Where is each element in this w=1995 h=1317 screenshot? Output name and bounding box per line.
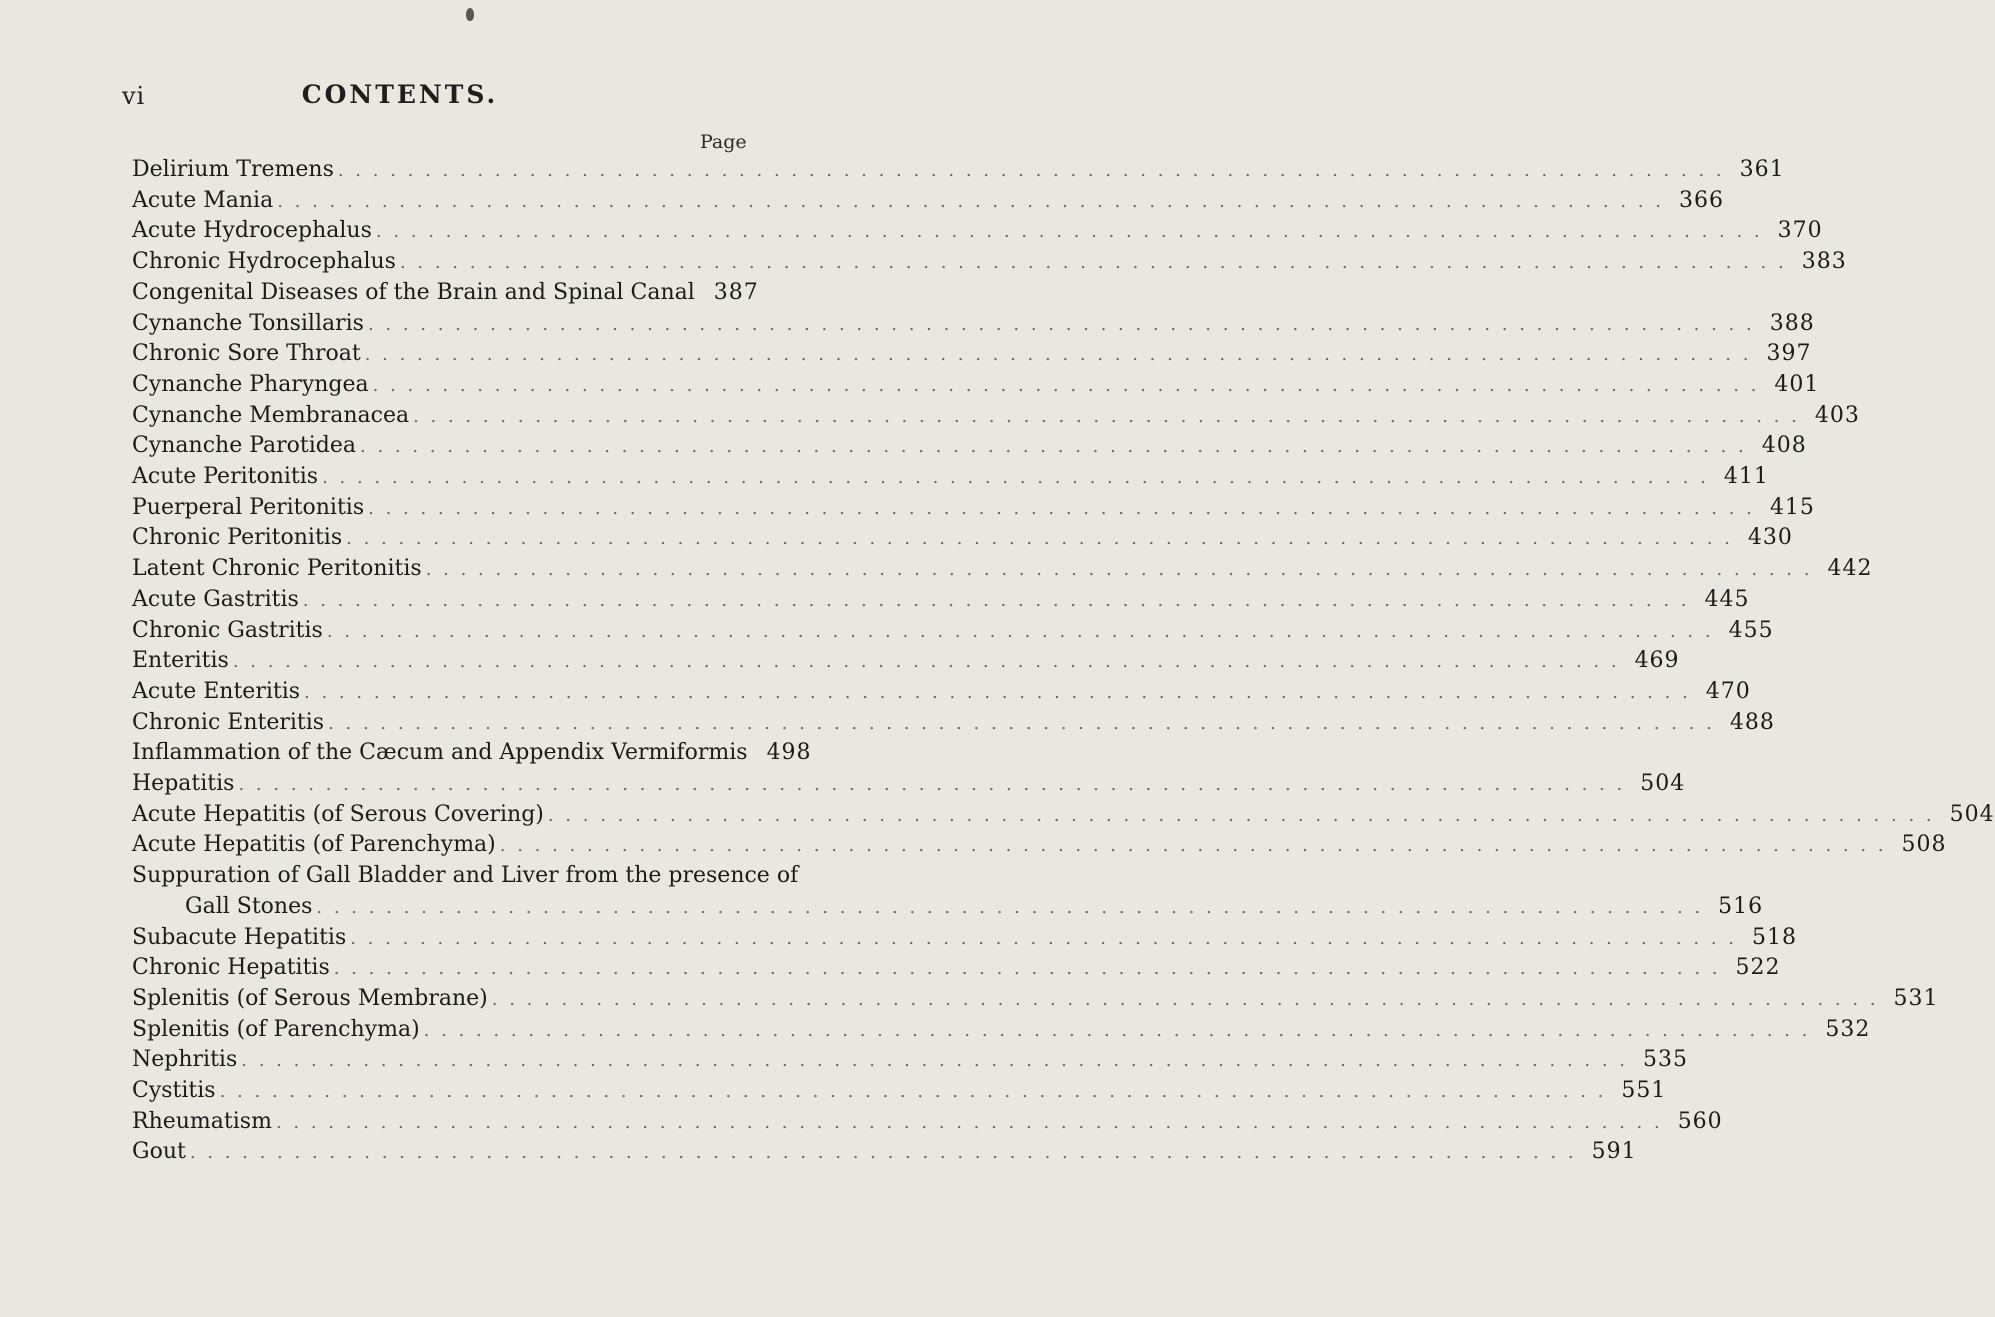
entry-page-number: 498 (766, 740, 812, 766)
toc-entry (132, 370, 1820, 400)
toc-entry (132, 339, 1812, 369)
entry-page-number: 401 (1774, 371, 1820, 397)
toc-entry (132, 1107, 1723, 1137)
ink-spot (466, 8, 474, 21)
toc-entry (132, 738, 812, 768)
entry-page-number: 442 (1827, 556, 1873, 582)
dot-leader: . . . . . . . . . . . . . . . . . . . . . . . . . . . . . . . . . . . . . . . . . . . . . . . . . . . . . . . . . . . . . . . . . . . . . . . . . . . . . . . . (326, 620, 1714, 642)
entry-title: Chronic Gastritis (132, 617, 323, 643)
entry-page-number: 445 (1704, 586, 1750, 612)
entry-title: Inflammation of the Cæcum and Appendix Vermiformis (132, 740, 748, 766)
dot-leader: . . . . . . . . . . . . . . . . . . . . . . . . . . . . . . . . . . . . . . . . . . . . . . . . . . . . . . . . . . . . . . . . . . . . . . . . . . . . . . . . (375, 221, 1763, 243)
toc-entry (132, 431, 1807, 461)
dot-leader: . . . . . . . . . . . . . . . . . . . . . . . . . . . . . . . . . . . . . . . . . . . . . . . . . . . . . . . . . . . . . . . . . . . . . . . . . . . . . . . . (346, 528, 1733, 550)
entry-page-number: 470 (1705, 678, 1751, 704)
entry-title: Cystitis (132, 1078, 216, 1103)
dot-leader: . . . . . . . . . . . . . . . . . . . . . . . . . . . . . . . . . . . . . . . . . . . . . . . . . . . . . . . . . . . . . . . . . . . . . . . . . . . . . . . . (275, 1111, 1663, 1133)
entry-title: Congenital Diseases of the Brain and Spinal Canal (132, 279, 695, 305)
entry-title: Cynanche Tonsillaris (132, 310, 364, 336)
entry-page-number: 560 (1677, 1108, 1723, 1134)
dot-leader: . . . . . . . . . . . . . . . . . . . . . . . . . . . . . . . . . . . . . . . . . . . . . . . . . . . . . . . . . . . . . . . . . . . . . . . . . . . . . . . . (322, 467, 1709, 488)
page-title: CONTENTS. (301, 80, 499, 109)
entry-page-number: 387 (713, 279, 759, 305)
toc-entry (132, 708, 1775, 738)
dot-leader: . . . . . . . . . . . . . . . . . . . . . . . . . . . . . . . . . . . . . . . . . . . . . . . . . . . . . . . . . . . . . . . . . . . . . . . . . . . . . . . . (350, 927, 1737, 949)
entry-page-number: 522 (1735, 955, 1781, 981)
toc-entry (132, 861, 799, 891)
entry-title: Acute Hepatitis (of Parenchyma) (132, 832, 496, 858)
entry-page-number: 361 (1739, 157, 1785, 182)
toc-entry (132, 1076, 1667, 1106)
dot-leader: . . . . . . . . . . . . . . . . . . . . . . . . . . . . . . . . . . . . . . . . . . . . . . . . . . . . . . . . . . . . . . . . . . . . . . . . . . . . . . . . (333, 958, 1721, 980)
toc-entry (132, 493, 1815, 523)
entry-page-number: 591 (1591, 1139, 1637, 1165)
entry-page-number: 397 (1766, 341, 1812, 367)
dot-leader: . . . . . . . . . . . . . . . . . . . . . . . . . . . . . . . . . . . . . . . . . . . . . . . . . . . . . . . . . . . . . . . . . . . . . . . . . . . . . . . . (491, 988, 1879, 1010)
dot-leader: . . . . . . . . . . . . . . . . . . . . . . . . . . . . . . . . . . . . . . . . . . . . . . . . . . . . . . . . . . . . . . . . . . . . . . . . . . . . . . . . (423, 1019, 1811, 1041)
entry-page-number: 469 (1634, 648, 1680, 674)
running-head (0, 80, 800, 114)
page-column-label: Page (700, 131, 747, 153)
dot-leader: . . . . . . . . . . . . . . . . . . . . . . . . . . . . . . . . . . . . . . . . . . . . . . . . . . . . . . . . . . . . . . . . . . . . . . . . . . . . . . . . (304, 681, 1691, 703)
toc-entry (132, 247, 1847, 277)
dot-leader: . . . . . . . . . . . . . . . . . . . . . . . . . . . . . . . . . . . . . . . . . . . . . . . . . . . . . . . . . . . . . . . . . . . . . . . . . . . . . . . . (413, 405, 1800, 427)
toc-entry (132, 1137, 1637, 1167)
entry-title: Chronic Sore Throat (132, 341, 361, 367)
entry-page-number: 504 (1949, 801, 1995, 827)
dot-leader: . . . . . . . . . . . . . . . . . . . . . . . . . . . . . . . . . . . . . . . . . . . . . . . . . . . . . . . . . . . . . . . . . . . . . . . . . . . . . . . . (547, 804, 1935, 826)
dot-leader: . . . . . . . . . . . . . . . . . . . . . . . . . . . . . . . . . . . . . . . . . . . . . . . . . . . . . . . . . . . . . . . . . . . . . . . . . . . . . . . . (368, 497, 1755, 519)
dot-leader: . . . . . . . . . . . . . . . . . . . . . . . . . . . . . . . . . . . . . . . . . . . . . . . . . . . . . . . . . . . . . . . . . . . . . . . . . . . . . . . . (219, 1081, 1607, 1102)
entry-title: Subacute Hepatitis (132, 924, 347, 950)
dot-leader: . . . . . . . . . . . . . . . . . . . . . . . . . . . . . . . . . . . . . . . . . . . . . . . . . . . . . . . . . . . . . . . . . . . . . . . . . . . . . . . . (367, 313, 1755, 335)
toc-entry (132, 309, 1815, 339)
entry-page-number: 532 (1825, 1016, 1871, 1042)
entry-page-number: 531 (1893, 985, 1939, 1011)
entry-page-number: 408 (1761, 433, 1807, 459)
entry-page-number: 411 (1723, 464, 1769, 489)
toc-entry (132, 769, 1686, 799)
entry-page-number: 488 (1729, 709, 1775, 735)
entry-page-number: 518 (1751, 924, 1797, 950)
toc-entry (132, 953, 1781, 983)
toc-entry (132, 554, 1873, 584)
entry-title: Chronic Peritonitis (132, 525, 343, 551)
entry-page-number: 516 (1718, 893, 1764, 919)
toc-entry (185, 892, 1764, 922)
entry-title: Nephritis (132, 1047, 238, 1073)
dot-leader: . . . . . . . . . . . . . . . . . . . . . . . . . . . . . . . . . . . . . . . . . . . . . . . . . . . . . . . . . . . . . . . . . . . . . . . . . . . . . . . . (316, 896, 1704, 918)
toc-entry (132, 278, 759, 308)
entry-title: Acute Peritonitis (132, 464, 319, 489)
dot-leader: . . . . . . . . . . . . . . . . . . . . . . . . . . . . . . . . . . . . . . . . . . . . . . . . . . . . . . . . . . . . . . . . . . . . . . . . . . . . . . . . (364, 344, 1752, 366)
entry-title: Chronic Hepatitis (132, 955, 330, 981)
entry-title: Acute Gastritis (132, 586, 299, 612)
entry-page-number: 370 (1777, 218, 1823, 244)
entry-title: Rheumatism (132, 1108, 272, 1134)
toc-entry (132, 155, 1785, 185)
dot-leader: . . . . . . . . . . . . . . . . . . . . . . . . . . . . . . . . . . . . . . . . . . . . . . . . . . . . . . . . . . . . . . . . . . . . . . . . . . . . . . . . (241, 1050, 1628, 1072)
toc-entry (132, 1045, 1688, 1075)
entry-title: Chronic Hydrocephalus (132, 249, 396, 275)
entry-title: Suppuration of Gall Bladder and Liver from the presence of (132, 863, 799, 889)
entry-page-number: 508 (1901, 832, 1947, 858)
toc-entry (132, 984, 1939, 1014)
toc-entry (132, 1015, 1871, 1045)
dot-leader: . . . . . . . . . . . . . . . . . . . . . . . . . . . . . . . . . . . . . . . . . . . . . . . . . . . . . . . . . . . . . . . . . . . . . . . . . . . . . . . . (360, 436, 1747, 458)
entry-page-number: 383 (1801, 249, 1847, 275)
dot-leader: . . . . . . . . . . . . . . . . . . . . . . . . . . . . . . . . . . . . . . . . . . . . . . . . . . . . . . . . . . . . . . . . . . . . . . . . . . . . . . . . (232, 651, 1620, 673)
entry-page-number: 388 (1769, 310, 1815, 336)
entry-page-number: 535 (1643, 1047, 1688, 1073)
entry-title: Acute Hepatitis (of Serous Covering) (132, 801, 544, 827)
dot-leader: . . . . . . . . . . . . . . . . . . . . . . . . . . . . . . . . . . . . . . . . . . . . . . . . . . . . . . . . . . . . . . . . . . . . . . . . . . . . . . . . (399, 252, 1787, 274)
entry-title: Gout (132, 1139, 186, 1165)
toc-entry (132, 800, 1995, 830)
entry-page-number: 415 (1769, 494, 1815, 520)
entry-title: Delirium Tremens (132, 157, 334, 182)
entry-title: Splenitis (of Parenchyma) (132, 1016, 420, 1042)
toc-entry (132, 923, 1797, 953)
entry-page-number: 455 (1728, 617, 1774, 643)
toc-entry (132, 523, 1793, 553)
dot-leader: . . . . . . . . . . . . . . . . . . . . . . . . . . . . . . . . . . . . . . . . . . . . . . . . . . . . . . . . . . . . . . . . . . . . . . . . . . . . . . . . (499, 835, 1887, 857)
toc-entry (132, 585, 1750, 615)
entry-title: Latent Chronic Peritonitis (132, 556, 422, 582)
dot-leader: . . . . . . . . . . . . . . . . . . . . . . . . . . . . . . . . . . . . . . . . . . . . . . . . . . . . . . . . . . . . . . . . . . . . . . . . . . . . . . . . (372, 374, 1760, 396)
entry-title: Splenitis (of Serous Membrane) (132, 985, 488, 1011)
entry-title: Hepatitis (132, 771, 235, 796)
dot-leader: . . . . . . . . . . . . . . . . . . . . . . . . . . . . . . . . . . . . . . . . . . . . . . . . . . . . . . . . . . . . . . . . . . . . . . . . . . . . . . . . (277, 190, 1664, 212)
entry-title: Puerperal Peritonitis (132, 494, 365, 520)
dot-leader: . . . . . . . . . . . . . . . . . . . . . . . . . . . . . . . . . . . . . . . . . . . . . . . . . . . . . . . . . . . . . . . . . . . . . . . . . . . . . . . . (425, 559, 1813, 581)
entry-title: Acute Mania (132, 187, 274, 213)
dot-leader: . . . . . . . . . . . . . . . . . . . . . . . . . . . . . . . . . . . . . . . . . . . . . . . . . . . . . . . . . . . . . . . . . . . . . . . . . . . . . . . . (328, 712, 1715, 734)
dot-leader: . . . . . . . . . . . . . . . . . . . . . . . . . . . . . . . . . . . . . . . . . . . . . . . . . . . . . . . . . . . . . . . . . . . . . . . . . . . . . . . . (189, 1142, 1577, 1164)
entry-title: Chronic Enteritis (132, 709, 325, 735)
toc-entry (132, 216, 1823, 246)
entry-title: Acute Enteritis (132, 678, 301, 704)
entry-page-number: 551 (1621, 1078, 1667, 1103)
dot-leader: . . . . . . . . . . . . . . . . . . . . . . . . . . . . . . . . . . . . . . . . . . . . . . . . . . . . . . . . . . . . . . . . . . . . . . . . . . . . . . . . (302, 589, 1690, 611)
dot-leader: . . . . . . . . . . . . . . . . . . . . . . . . . . . . . . . . . . . . . . . . . . . . . . . . . . . . . . . . . . . . . . . . . . . . . . . . . . . . . . . . (337, 160, 1725, 181)
entry-title: Cynanche Membranacea (132, 402, 410, 428)
toc-entry (132, 830, 1947, 860)
entry-title: Gall Stones (185, 893, 313, 919)
toc-entry (132, 677, 1751, 707)
entry-title: Acute Hydrocephalus (132, 218, 372, 244)
entry-title: Enteritis (132, 648, 229, 674)
entry-title: Cynanche Pharyngea (132, 371, 369, 397)
entry-page-number: 366 (1678, 187, 1724, 213)
dot-leader: . . . . . . . . . . . . . . . . . . . . . . . . . . . . . . . . . . . . . . . . . . . . . . . . . . . . . . . . . . . . . . . . . . . . . . . . . . . . . . . . (238, 774, 1626, 795)
toc-entry (132, 462, 1769, 492)
entry-title: Cynanche Parotidea (132, 433, 357, 459)
toc-entry (132, 616, 1774, 646)
entry-page-number: 430 (1747, 525, 1793, 551)
entry-page-number: 504 (1640, 771, 1686, 796)
toc-entry (132, 186, 1724, 216)
entry-page-number: 403 (1814, 402, 1860, 428)
toc-entry (132, 646, 1680, 676)
toc-entry (132, 401, 1860, 431)
page-number: vi (122, 82, 146, 110)
